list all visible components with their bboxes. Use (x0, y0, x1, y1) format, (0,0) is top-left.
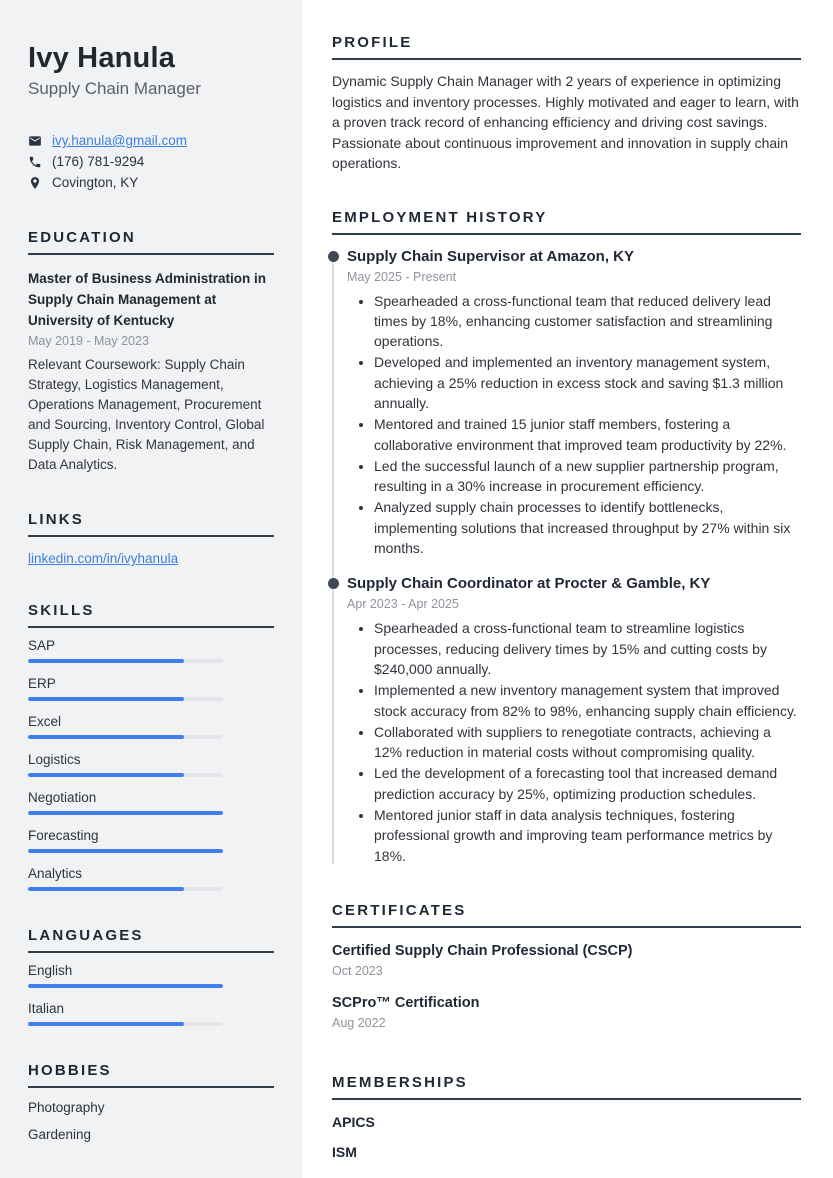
timeline-dot (328, 251, 339, 262)
education-description: Relevant Coursework: Supply Chain Strategy, Logistics Management, Operations Management, Procurement and Sourcing, Inventory Control, Global Supply Chain, Risk Management, and Data Analytics. (28, 357, 265, 472)
email-link[interactable]: ivy.hanula@gmail.com (52, 133, 188, 148)
languages-section (28, 927, 274, 1026)
job-entry (332, 574, 801, 866)
contact-section (28, 130, 274, 193)
education-heading: EDUCATION (28, 229, 274, 255)
memberships-section (332, 1074, 801, 1160)
skill-bar-track (28, 811, 223, 815)
skill-label: Logistics (28, 752, 81, 767)
certificates-heading: CERTIFICATES (332, 902, 801, 928)
skill-label: Forecasting (28, 828, 99, 843)
job-dates: May 2025 - Present (347, 269, 457, 284)
job-bullet: • Developed and implemented an inventory management system, achieving a 25% reduction in excess stock and saving $1.3 million annually. (374, 352, 801, 413)
skill-bar-track (28, 849, 223, 853)
job-bullet: • Analyzed supply chain processes to identify bottlenecks, implementing solutions that increased throughput by 27% within six months. (374, 497, 801, 558)
language-bar-fill (28, 1022, 184, 1026)
skill-bar-fill (28, 811, 223, 815)
certificate-title: SCPro™ Certification (332, 994, 480, 1011)
skill-bar-track (28, 773, 223, 777)
employment-history-section (332, 209, 801, 866)
contact-location-row (28, 172, 274, 193)
skill-label: Negotiation (28, 790, 97, 805)
skill-bar-track (28, 735, 223, 739)
language-label: English (28, 963, 73, 978)
job-entry (332, 247, 801, 559)
membership-item: APICS (332, 1113, 375, 1130)
phone-icon (28, 155, 42, 169)
links-section (28, 511, 274, 566)
skill-label: Excel (28, 714, 62, 729)
skill-item (28, 638, 274, 663)
skill-item (28, 752, 274, 777)
sidebar (0, 0, 302, 1178)
person-name: Ivy Hanula (28, 42, 176, 74)
memberships-heading: MEMBERSHIPS (332, 1074, 801, 1100)
skills-section (28, 602, 274, 891)
skills-heading: SKILLS (28, 602, 274, 628)
job-bullet: • Led the successful launch of a new supplier partnership program, resulting in a 30% increase in procurement efficiency. (374, 456, 801, 497)
job-bullet: • Led the development of a forecasting tool that increased demand prediction accuracy by 25%, optimizing production schedules. (374, 763, 801, 804)
language-item (28, 963, 274, 988)
timeline-dot (328, 578, 339, 589)
certificate-title: Certified Supply Chain Professional (CSCP) (332, 942, 633, 959)
skill-label: ERP (28, 676, 56, 691)
language-bar-fill (28, 984, 223, 988)
job-title: Supply Chain Supervisor at Amazon, KY (347, 247, 634, 265)
job-dates: Apr 2023 - Apr 2025 (347, 597, 459, 612)
skill-item (28, 714, 274, 739)
contact-email-row (28, 130, 274, 151)
job-bullet-list (347, 291, 801, 559)
language-bar-track (28, 1022, 223, 1026)
skill-bar-fill (28, 659, 184, 663)
certificate-date: Oct 2023 (332, 963, 383, 978)
person-job-title: Supply Chain Manager (28, 79, 201, 98)
certificate-date: Aug 2022 (332, 1015, 386, 1030)
membership-item: ISM (332, 1143, 357, 1160)
skill-bar-fill (28, 735, 184, 739)
skill-item (28, 790, 274, 815)
certificate-item (332, 993, 801, 1032)
job-bullet: • Mentored and trained 15 junior staff members, fostering a collaborative environment that improved team productivity by 22%. (374, 414, 801, 455)
job-title: Supply Chain Coordinator at Procter & Gamble, KY (347, 575, 711, 593)
hobbies-heading: HOBBIES (28, 1062, 274, 1088)
profile-heading: PROFILE (332, 34, 801, 60)
skill-bar-track (28, 697, 223, 701)
skill-item (28, 866, 274, 891)
skill-item (28, 676, 274, 701)
skill-label: SAP (28, 638, 56, 653)
skill-bar-track (28, 659, 223, 663)
education-dates: May 2019 - May 2023 (28, 334, 149, 348)
language-item (28, 1001, 274, 1026)
education-section (28, 229, 274, 475)
language-label: Italian (28, 1001, 65, 1016)
profile-text: Dynamic Supply Chain Manager with 2 years of experience in optimizing logistics and inventory processes. Highly motivated and eager to learn, with a proven track record of enhancing efficiency and driving cost savings. Passionate about continuous improvement and innovation in supply chain operations. (332, 73, 799, 171)
job-bullet: • Mentored junior staff in data analysis techniques, fostering professional growth and improving team performance metrics by 18%. (374, 805, 801, 866)
skill-bar-fill (28, 887, 184, 891)
skill-bar-fill (28, 773, 184, 777)
job-bullet: • Spearheaded a cross-functional team that reduced delivery lead times by 18%, enhancing customer satisfaction and streamlining operations. (374, 291, 801, 352)
phone-number: (176) 781-9294 (52, 154, 145, 169)
job-bullet-list (347, 618, 801, 866)
location-pin-icon (28, 176, 42, 190)
hobby-item: Gardening (28, 1127, 92, 1142)
employment-timeline (332, 247, 801, 866)
employment-history-heading: EMPLOYMENT HISTORY (332, 209, 801, 235)
skill-item (28, 828, 274, 853)
skill-bar-fill (28, 849, 223, 853)
skill-bar-track (28, 887, 223, 891)
languages-heading: LANGUAGES (28, 927, 274, 953)
job-bullet: • Implemented a new inventory management system that improved stock accuracy from 82% to 98%, enhancing supply chain efficiency. (374, 680, 801, 721)
profile-section (332, 34, 801, 174)
linkedin-link[interactable]: linkedin.com/in/ivyhanula (28, 551, 179, 566)
job-bullet: • Collaborated with suppliers to renegotiate contracts, achieving a 12% reduction in material costs without compromising quality. (374, 722, 801, 763)
links-heading: LINKS (28, 511, 274, 537)
language-bar-track (28, 984, 223, 988)
job-bullet: • Spearheaded a cross-functional team to streamline logistics processes, reducing delivery times by 15% and cutting costs by $240,000 annually. (374, 618, 801, 679)
hobby-item: Photography (28, 1100, 105, 1115)
email-icon (28, 134, 42, 148)
list-item (28, 551, 274, 566)
skill-label: Analytics (28, 866, 83, 881)
certificates-section (332, 902, 801, 1032)
main-content (302, 0, 833, 1178)
contact-phone-row (28, 151, 274, 172)
education-degree: Master of Business Administration in Supply Chain Management at University of Kentucky (28, 271, 267, 328)
hobbies-section (28, 1062, 274, 1142)
certificate-item (332, 941, 801, 980)
skill-bar-fill (28, 697, 184, 701)
location-text: Covington, KY (52, 175, 139, 190)
